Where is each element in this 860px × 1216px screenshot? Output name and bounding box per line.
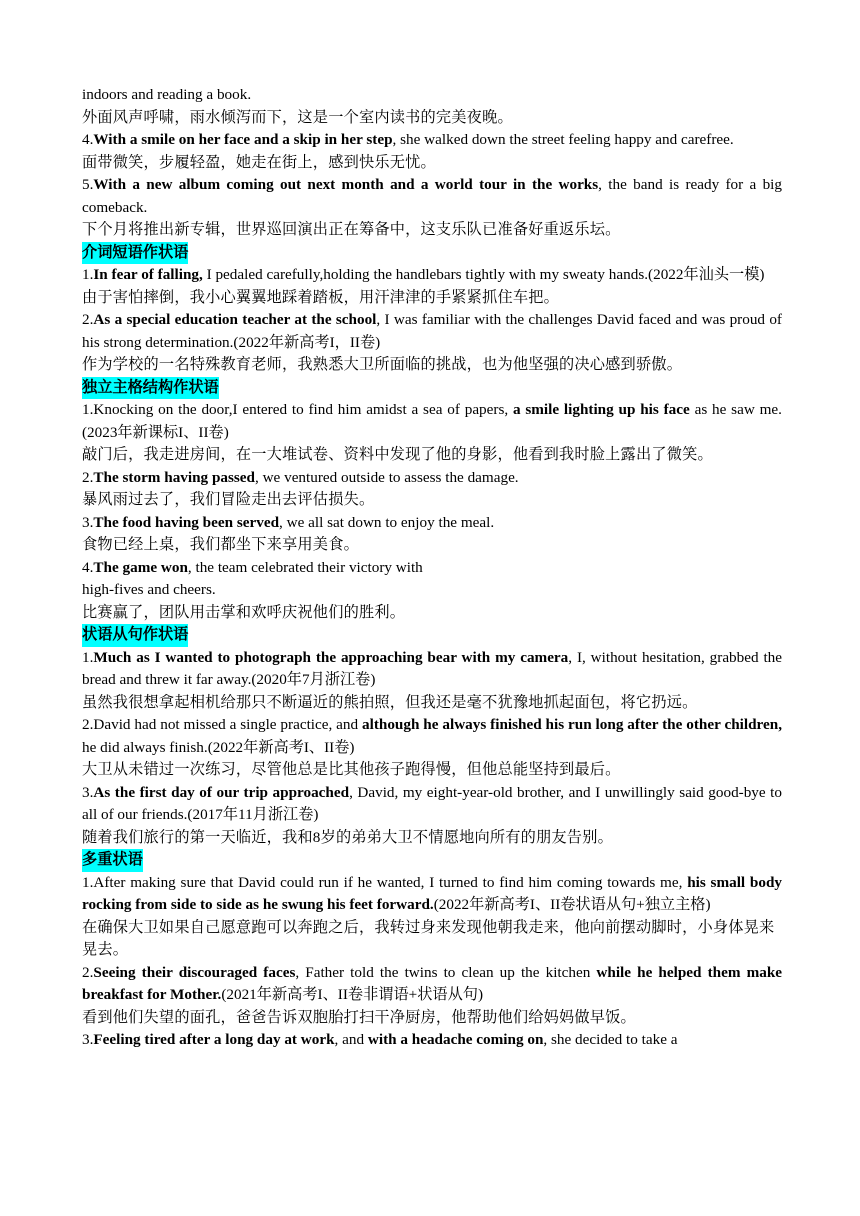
- text-segment: 下个月将推出新专辑，世界巡回演出正在筹备中，这支乐队已准备好重返乐坛。: [82, 221, 621, 238]
- highlighted-phrase: Seeing their discouraged faces: [93, 963, 296, 981]
- chinese-translation: [82, 444, 782, 467]
- text-segment: 敲门后，我走进房间，在一大堆试卷、资料中发现了他的身影，他看到我时脸上露出了微笑。: [82, 446, 713, 463]
- example-sentence: [82, 512, 782, 535]
- text-segment: 4.: [82, 558, 94, 576]
- text-segment: 作为学校的一名特殊教育老师，我熟悉大卫所面临的挑战，也为他坚强的决心感到骄傲。: [82, 356, 683, 373]
- text-segment: (2022年新高考I、II卷状语从句+独立主格): [433, 896, 711, 913]
- text-segment: , I was familiar with the challenges David faced and was proud of his strong determination.(2022年新高考I，II卷): [82, 311, 782, 351]
- section-heading: [82, 242, 782, 265]
- text-segment: he did always finish.(2022年新高考I、II卷): [82, 738, 355, 756]
- text-segment: 4.: [82, 131, 94, 148]
- highlighted-phrase: With a smile on her face and a skip in her step: [93, 131, 393, 148]
- example-sentence: [82, 467, 782, 490]
- example-sentence: [82, 557, 782, 580]
- chinese-translation: [82, 534, 782, 557]
- text-segment: , the team celebrated their victory with: [187, 558, 423, 576]
- example-sentence: [82, 309, 782, 354]
- text-segment: , and: [334, 1031, 368, 1048]
- chinese-translation: [82, 107, 782, 130]
- text-segment: 随着我们旅行的第一天临近，我和8岁的弟弟大卫不情愿地向所有的朋友告别。: [82, 828, 613, 846]
- text-segment: , Father told the twins to clean up the kitchen: [295, 963, 597, 981]
- text-segment: 2.: [82, 468, 94, 486]
- chinese-translation: [82, 219, 782, 242]
- example-sentence: [82, 84, 782, 107]
- text-segment: 1.After making sure that David could run if he wanted, I turned to find him coming towards me,: [82, 873, 688, 891]
- text-segment: , David, my eight-year-old brother, and I unwillingly said good-bye to all of our friends.(2017年11月浙江卷): [82, 783, 782, 823]
- example-sentence: [82, 1029, 782, 1052]
- text-segment: 看到他们失望的面孔，爸爸告诉双胞胎打扫干净厨房，他帮助他们给妈妈做早饭。: [82, 1008, 636, 1026]
- highlighted-phrase: a smile lighting up his face: [512, 401, 690, 418]
- example-sentence: [82, 714, 782, 759]
- highlighted-phrase: In fear of falling,: [93, 266, 203, 283]
- document-body: [82, 84, 782, 1052]
- text-segment: 3.: [82, 513, 94, 531]
- text-segment: 3.: [82, 1031, 94, 1048]
- text-segment: 虽然我很想拿起相机给那只不断逼近的熊拍照，但我还是毫不犹豫地抓起面包，将它扔远。: [82, 693, 698, 711]
- highlighted-phrase: As the first day of our trip approached: [93, 783, 350, 801]
- chinese-translation: [82, 354, 782, 377]
- text-segment: 在确保大卫如果自己愿意跑可以奔跑之后，我转过身来发现他朝我走来，他向前摆动脚时，小身体晃来晃去。: [82, 918, 775, 958]
- example-sentence: [82, 399, 782, 444]
- chinese-translation: [82, 152, 782, 175]
- text-segment: , she decided to take a: [543, 1031, 678, 1048]
- example-sentence: [82, 129, 782, 152]
- text-segment: , she walked down the street feeling happy and carefree.: [392, 131, 734, 148]
- text-segment: 2.: [82, 963, 94, 981]
- text-segment: 面带微笑，步履轻盈，她走在街上，感到快乐无忧。: [82, 153, 436, 171]
- text-segment: , I, without hesitation, grabbed the bread and threw it far away.(2020年7月浙江卷): [82, 648, 782, 688]
- highlighted-phrase: As a special education teacher at the school: [93, 311, 377, 328]
- chinese-translation: [82, 287, 782, 310]
- text-segment: , the band is ready for a big comeback.: [82, 176, 782, 216]
- text-segment: 1.Knocking on the door,I entered to find him amidst a sea of papers,: [82, 401, 513, 418]
- highlighted-phrase: his small body rocking from side to side as he swung his feet forward.: [82, 873, 782, 913]
- text-segment: I pedaled carefully,holding the handlebars tightly with my sweaty hands.(2022年汕头一模): [202, 266, 765, 283]
- text-segment: high-fives and cheers.: [82, 581, 216, 598]
- text-segment: as he saw me.(2023年新课标I、II卷): [82, 401, 782, 441]
- highlighted-phrase: although he always finished his run long after the other children,: [362, 716, 782, 733]
- text-segment: 5.: [82, 176, 94, 193]
- text-segment: , we all sat down to enjoy the meal.: [279, 513, 495, 531]
- text-segment: 1.: [82, 648, 94, 666]
- highlighted-phrase: With a new album coming out next month and a world tour in the works: [93, 176, 599, 193]
- chinese-translation: [82, 827, 782, 850]
- example-sentence: [82, 962, 782, 1007]
- text-segment: 1.: [82, 266, 94, 283]
- highlighted-phrase: while he helped them make breakfast for Mother.: [82, 963, 783, 1003]
- text-segment: (2021年新高考I、II卷非谓语+状语从句): [221, 986, 484, 1003]
- text-segment: 由于害怕摔倒，我小心翼翼地踩着踏板，用汗津津的手紧紧抓住车把。: [82, 288, 560, 306]
- example-sentence: [82, 174, 782, 219]
- text-segment: 外面风声呼啸，雨水倾泻而下，这是一个室内读书的完美夜晚。: [82, 108, 513, 126]
- text-segment: , we ventured outside to assess the damage.: [255, 468, 519, 486]
- text-segment: 暴风雨过去了，我们冒险走出去评估损失。: [82, 491, 375, 508]
- example-sentence: [82, 579, 782, 602]
- highlighted-phrase: The food having been served: [93, 513, 280, 531]
- chinese-translation: [82, 1007, 782, 1030]
- text-segment: 3.: [82, 783, 94, 801]
- section-heading-label: 状语从句作状语: [82, 624, 188, 647]
- section-heading: [82, 849, 782, 872]
- highlighted-phrase: Feeling tired after a long day at work: [93, 1031, 335, 1048]
- text-segment: 2.David had not missed a single practice, and: [82, 716, 363, 733]
- highlighted-phrase: with a headache coming on: [367, 1031, 544, 1048]
- text-segment: 食物已经上桌，我们都坐下来享用美食。: [82, 536, 359, 553]
- chinese-translation: [82, 692, 782, 715]
- text-segment: 2.: [82, 311, 94, 328]
- text-segment: 大卫从未错过一次练习，尽管他总是比其他孩子跑得慢，但他总能坚持到最后。: [82, 761, 621, 778]
- example-sentence: [82, 872, 782, 917]
- chinese-translation: [82, 602, 782, 625]
- text-segment: indoors and reading a book.: [82, 86, 252, 103]
- section-heading-label: 介词短语作状语: [82, 242, 188, 265]
- chinese-translation: [82, 489, 782, 512]
- section-heading-label: 独立主格结构作状语: [82, 377, 219, 400]
- highlighted-phrase: The storm having passed: [93, 468, 255, 486]
- example-sentence: [82, 264, 782, 287]
- chinese-translation: [82, 759, 782, 782]
- section-heading-label: 多重状语: [82, 849, 143, 872]
- section-heading: [82, 624, 782, 647]
- highlighted-phrase: Much as I wanted to photograph the approaching bear with my camera: [93, 648, 569, 666]
- section-heading: [82, 377, 782, 400]
- highlighted-phrase: The game won: [93, 558, 188, 576]
- example-sentence: [82, 782, 782, 827]
- chinese-translation: [82, 917, 782, 962]
- example-sentence: [82, 647, 782, 692]
- text-segment: 比赛赢了，团队用击掌和欢呼庆祝他们的胜利。: [82, 603, 406, 621]
